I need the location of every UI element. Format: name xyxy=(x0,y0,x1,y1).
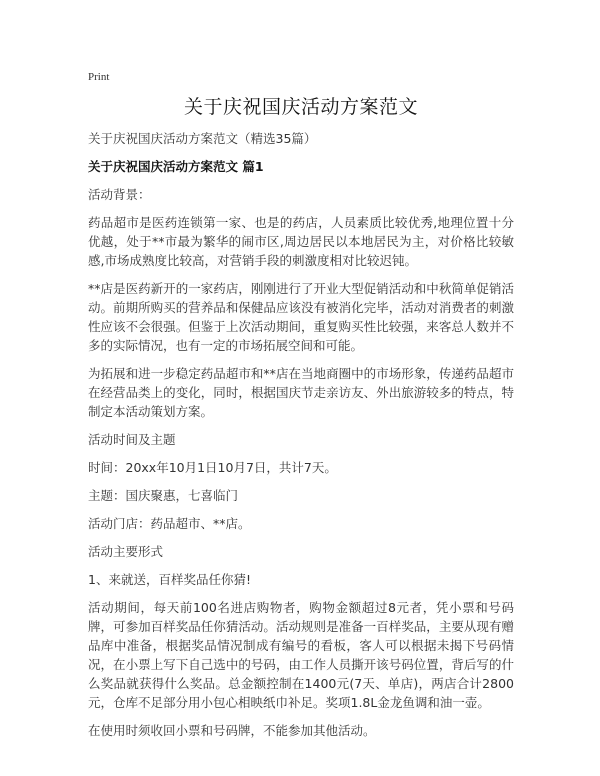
print-label: Print xyxy=(88,71,110,83)
section-heading: 关于庆祝国庆活动方案范文 篇1 xyxy=(88,159,264,174)
theme-line: 主题：国庆聚惠，七喜临门 xyxy=(88,488,239,503)
main-form-label: 活动主要形式 xyxy=(88,544,164,559)
background-paragraph-1: 药品超市是医药连锁第一家、也是的药店，人员素质比较优秀,地理位置十分优越，处于**市最为繁华的闹市区,周边居民以本地居民为主，对价格比较敏感,市场成熟度比较高，对营销手段的刺激度相对比较迟钝。 xyxy=(88,215,514,268)
document-subtitle: 关于庆祝国庆活动方案范文（精选35篇） xyxy=(88,131,317,146)
stores-line: 活动门店：药品超市、**店。 xyxy=(88,516,251,531)
time-theme-label: 活动时间及主题 xyxy=(88,432,176,447)
document-title: 关于庆祝国庆活动方案范文 xyxy=(183,96,418,118)
document-page xyxy=(88,70,514,749)
item1-heading: 1、来就送，百样奖品任你猜! xyxy=(88,572,251,587)
time-line: 时间：20xx年10月1日10月7日，共计7天。 xyxy=(88,460,337,475)
background-label: 活动背景： xyxy=(88,187,151,202)
item1-paragraph: 活动期间，每天前100名进店购物者，购物金额超过8元者，凭小票和号码牌，可参加百样奖品任你猜活动。活动规则是准备一百样奖品，主要从现有赠品库中准备，根据奖品情况制成有编号的看板，客人可以根据未揭下号码情况，在小票上写下自己选中的号码，由工作人员撕开该号码位置，背后写的什么奖品就获得什么奖品。总金额控制在1400元(7天、单店)，两店合计2800元，仓库不足部分用小包心相映纸巾补足。奖项1.8L金龙鱼调和油一壶。 xyxy=(88,600,514,710)
background-paragraph-3: 为拓展和进一步稳定药品超市和**店在当地商圈中的市场形象，传递药品超市在经营品类上的变化，同时，根据国庆节走亲访友、外出旅游较多的特点，特制定本活动策划方案。 xyxy=(88,366,514,419)
item1-note: 在使用时须收回小票和号码牌，不能参加其他活动。 xyxy=(88,723,376,738)
background-paragraph-2: **店是医药新开的一家药店，刚刚进行了开业大型促销活动和中秋简单促销活动。前期所购买的营养品和保健品应该没有被消化完毕，活动对消费者的刺激性应该不会很强。但鉴于上次活动期间，重复购买性比较强，来客总人数并不多的实际情况，也有一定的市场拓展空间和可能。 xyxy=(88,281,514,353)
